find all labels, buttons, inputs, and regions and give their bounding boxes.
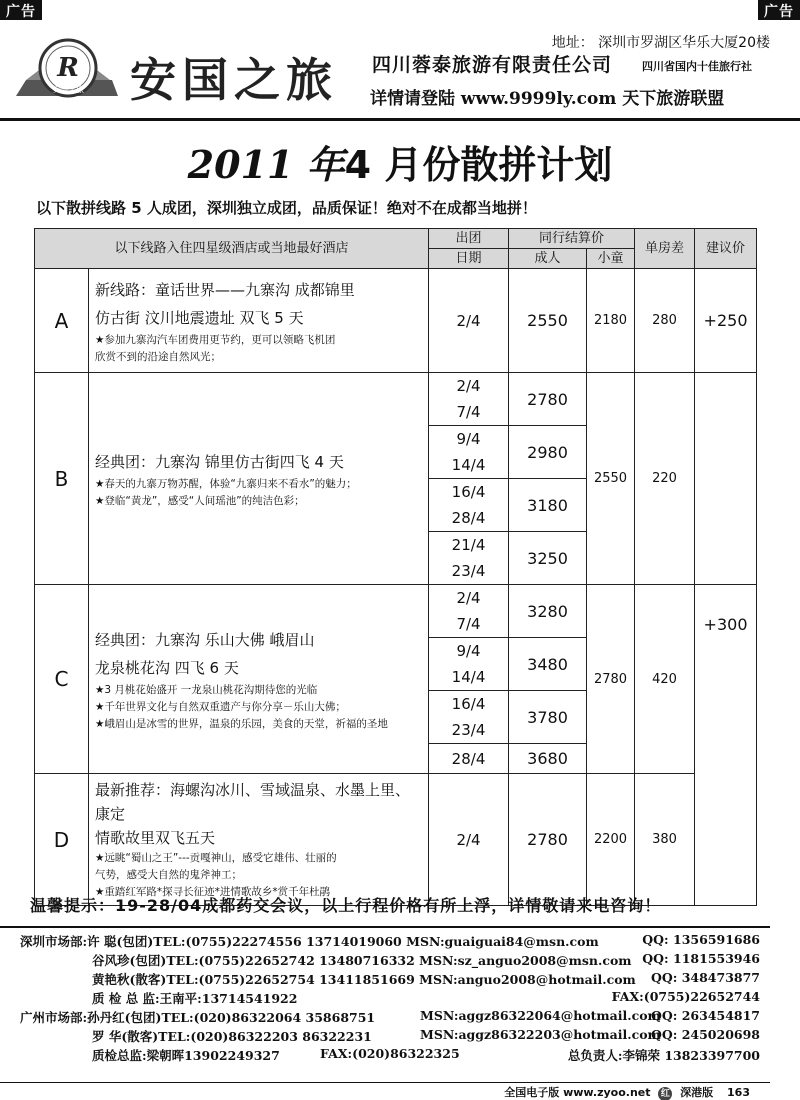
- date-value: 16/4: [451, 695, 486, 713]
- contact-info: 广州市场部:孙丹红(包团)TEL:(020)86322064 35868751: [20, 1010, 376, 1025]
- route-code: D: [35, 774, 89, 906]
- contact-row: [20, 932, 760, 951]
- adult-price: 3780: [509, 691, 587, 744]
- date-value: 21/4: [451, 536, 486, 554]
- single-supplement: 220: [635, 373, 695, 585]
- contact-row: [20, 951, 760, 970]
- route-code: A: [35, 269, 89, 373]
- route-note: ★3 月桃花始盛开 一龙泉山桃花沟期待您的光临: [95, 683, 318, 696]
- contact-info: 黄艳秋(散客)TEL:(0755)22652754 13411851669 MSN:anguo2008@hotmail.com: [92, 972, 636, 987]
- route-note: ★远眺“蜀山之王”---贡嘎神山，感受它雄伟、壮丽的: [95, 852, 337, 864]
- child-price: 2780: [587, 585, 635, 774]
- depart-date: [429, 532, 509, 585]
- contact-msn: MSN:aggz86322203@hotmail.com: [420, 1027, 661, 1042]
- tour-plan-table: [34, 228, 757, 906]
- depart-date: [429, 691, 509, 744]
- route-title: 仿古街 汶川地震遗址 双飞 5 天: [95, 308, 304, 327]
- date-value: 9/4: [456, 642, 481, 660]
- suggested-empty: [695, 373, 757, 585]
- header-child: 小童: [587, 249, 635, 269]
- date-value: 23/4: [451, 721, 486, 739]
- date-value: 7/4: [456, 403, 481, 421]
- intro-text: 以下散拼线路 5 人成团，深圳独立成团，品质保证！绝对不在成都当地拼！: [36, 199, 537, 217]
- child-price: 2200: [587, 774, 635, 906]
- single-supplement: 420: [635, 585, 695, 774]
- date-value: 2/4: [456, 377, 481, 395]
- date-value: 14/4: [451, 668, 486, 686]
- contact-divider: [0, 926, 770, 928]
- header-divider: [0, 118, 800, 121]
- depart-date: [429, 479, 509, 532]
- header-settlement: 同行结算价: [509, 229, 635, 249]
- route-title: 经典团：九寨沟 乐山大佛 峨眉山: [95, 630, 315, 649]
- logo-letter: R: [57, 53, 79, 83]
- route-note: ★登临“黄龙”，感受“人间瑶池”的纯洁色彩；: [95, 494, 305, 507]
- date-value: 23/4: [451, 562, 486, 580]
- contact-fax: FAX:(0755)22652744: [611, 989, 760, 1004]
- contact-info: 质 检 总 监:王南平:13714541922: [92, 991, 298, 1006]
- single-supplement: 380: [635, 774, 695, 906]
- adult-price: 3280: [509, 585, 587, 638]
- date-value: 14/4: [451, 456, 486, 474]
- adult-price: 3180: [509, 479, 587, 532]
- single-supplement: 280: [635, 269, 695, 373]
- route-note: 欣赏不到的沿途自然风光；: [95, 350, 221, 363]
- route-note: ★重踏红军路*探寻长征迹*进情歌故乡*赏千年杜鹃: [95, 886, 331, 898]
- brand-name: 安国之旅: [130, 53, 338, 107]
- contact-qq: QQ: 263454817: [650, 1008, 760, 1023]
- title-year: 2011 年: [187, 142, 345, 187]
- route-note: 气势，感受大自然的鬼斧神工；: [95, 869, 242, 881]
- header-depart: 出团: [429, 229, 509, 249]
- route-note: ★春天的九寨万物苏醒，体验“九寨归来不看水”的魅力；: [95, 477, 357, 490]
- footer-site[interactable]: 全国电子版 www.zyoo.net: [504, 1086, 651, 1099]
- contact-block: [20, 932, 760, 1065]
- date-value: 7/4: [456, 615, 481, 633]
- route-code: C: [35, 585, 89, 774]
- depart-date: 2/4: [429, 774, 509, 906]
- route-description: [89, 774, 429, 906]
- route-description: [89, 269, 429, 373]
- depart-date: [429, 426, 509, 479]
- table-row: [35, 585, 757, 638]
- contact-info: 罗 华(散客)TEL:(020)86322203 86322231: [92, 1029, 372, 1044]
- header-adult: 成人: [509, 249, 587, 269]
- date-value: 9/4: [456, 430, 481, 448]
- adult-price: 2980: [509, 426, 587, 479]
- contact-qq: QQ: 348473877: [650, 970, 760, 985]
- contact-qq: QQ: 245020698: [650, 1027, 760, 1042]
- company-name: 四川蓉泰旅游有限责任公司: [372, 54, 613, 76]
- child-price: 2550: [587, 373, 635, 585]
- ad-label-left: 广告: [0, 0, 42, 20]
- suggested-markup: +250: [695, 269, 757, 373]
- notice-text: 温馨提示：19-28/04成都药交会议，以上行程价格有所上浮，详情敬请来电咨询！: [30, 896, 662, 915]
- page-footer: [504, 1084, 750, 1100]
- header-hotel-note: 以下线路入住四星级酒店或当地最好酒店: [35, 229, 429, 269]
- adult-price: 2550: [509, 269, 587, 373]
- adult-price: 3250: [509, 532, 587, 585]
- contact-qq: QQ: 1181553946: [642, 951, 760, 966]
- depart-date: [429, 638, 509, 691]
- contact-info: 谷风珍(包团)TEL:(0755)22652742 13480716332 MSN:sz_anguo2008@msn.com: [92, 953, 632, 968]
- depart-date: [429, 585, 509, 638]
- adult-price: 3480: [509, 638, 587, 691]
- adult-price: 3680: [509, 744, 587, 774]
- route-note: ★峨眉山是冰雪的世界，温泉的乐园，美食的天堂，祈福的圣地: [95, 717, 388, 730]
- contact-qq: QQ: 1356591686: [642, 932, 760, 947]
- adult-price: 2780: [509, 373, 587, 426]
- ad-label-right: 广告: [758, 0, 800, 20]
- table-row: [35, 373, 757, 426]
- contact-row: [20, 1027, 760, 1046]
- child-price: 2180: [587, 269, 635, 373]
- contact-fax: FAX:(020)86322325: [320, 1046, 460, 1061]
- route-title: 龙泉桃花沟 四飞 6 天: [95, 658, 239, 677]
- footer-divider: [0, 1082, 770, 1083]
- route-description: [89, 373, 429, 585]
- depart-date: 28/4: [429, 744, 509, 774]
- header-suggest: 建议价: [695, 229, 757, 269]
- route-title: 经典团：九寨沟 锦里仿古街四飞 4 天: [95, 452, 344, 471]
- route-title: 情歌故里双飞五天: [95, 829, 216, 847]
- table-row: [35, 774, 757, 906]
- header-date: 日期: [429, 249, 509, 269]
- suggested-markup: +300: [695, 585, 757, 906]
- contact-info: 深圳市场部:许 聪(包团)TEL:(0755)22274556 13714019060 MSN:guaiguai84@msn.com: [20, 934, 599, 949]
- company-subtitle: 四川省国内十佳旅行社: [642, 60, 752, 73]
- page-title: [0, 134, 800, 189]
- route-note: ★参加九寨沟汽车团费用更节约，更可以领略飞机团: [95, 333, 336, 346]
- date-value: 2/4: [456, 589, 481, 607]
- table-row: [35, 269, 757, 373]
- logo-emblem: [12, 34, 122, 106]
- page-number: 163: [727, 1086, 750, 1099]
- logo-text: 安国之旅: [52, 85, 84, 94]
- website-line[interactable]: 详情请登陆 www.9999ly.com 天下旅游联盟: [370, 89, 725, 109]
- contact-manager: 总负责人:李锦荣 13823397700: [567, 1048, 760, 1063]
- contact-info: 质检总监:梁朝晖13902249327: [92, 1048, 280, 1063]
- footer-edition: 深港版: [680, 1086, 714, 1099]
- route-code: B: [35, 373, 89, 585]
- date-value: 28/4: [451, 509, 486, 527]
- route-title: 新线路：童话世界——九寨沟 成都锦里: [95, 280, 355, 299]
- contact-row: [20, 970, 760, 989]
- date-value: 16/4: [451, 483, 486, 501]
- footer-badge-icon: 红: [658, 1087, 672, 1100]
- depart-date: 2/4: [429, 269, 509, 373]
- title-rest: 4 月份散拼计划: [344, 143, 613, 187]
- company-address: 地址： 深圳市罗湖区华乐大厦20楼: [551, 35, 770, 51]
- contact-row: [20, 1008, 760, 1027]
- depart-date: [429, 373, 509, 426]
- adult-price: 2780: [509, 774, 587, 906]
- route-note: ★千年世界文化与自然双重遗产与你分享－乐山大佛；: [95, 700, 346, 713]
- route-description: [89, 585, 429, 774]
- contact-msn: MSN:aggz86322064@hotmail.com: [420, 1008, 661, 1023]
- header-single: 单房差: [635, 229, 695, 269]
- route-title: 最新推荐：海螺沟冰川、雪域温泉、水墨上里、康定: [95, 781, 411, 823]
- logo-emblem-graphic: [12, 34, 122, 106]
- contact-row: [20, 989, 760, 1008]
- contact-row: [20, 1046, 760, 1065]
